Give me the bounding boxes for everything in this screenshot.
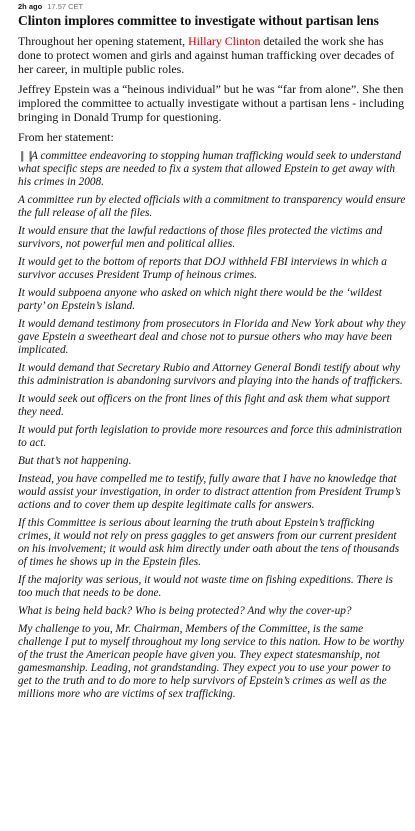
quote-paragraph-7: It would demand that Secretary Rubio and Attorney General Bondi testify about why this administration is abandoning survivors and playing into the hands of traffickers. (18, 362, 403, 387)
paragraph-epstein: Jeffrey Epstein was a “heinous individual” but he was “far from alone”. She then implored the committee to actually investigate without a partisan lens - including bringing in Donald Trump for questioning. (18, 82, 405, 124)
quote-paragraph-8: It would seek out officers on the front lines of this fight and ask them what support they need. (18, 393, 390, 418)
paragraph-intro (18, 34, 407, 76)
quote-paragraph-2: A committee run by elected officials with a commitment to transparency would ensure the full release of all the files. (18, 194, 406, 219)
paragraph-from-statement: From her statement: (18, 130, 114, 144)
quote-paragraph-15: My challenge to you, Mr. Chairman, Members of the Committee, is the same challenge I put to myself throughout my long service to this nation. How to be worthy of the trust the American people have given you. They expect statesmanship, not gamesmanship. Leading, not grandstanding. They expect you to use your power to get to the truth and to do more to help survivors of Epstein’s crimes as well as the millions more who are victims of sex trafficking. (18, 623, 405, 700)
hillary-clinton-link[interactable]: Hillary Clinton (188, 34, 261, 48)
intro-text-start: Throughout her opening statement, (18, 34, 189, 48)
quote-paragraph-3: It would ensure that the lawful redactions of those files protected the victims and survivors, not powerful men and political allies. (18, 225, 383, 250)
quote-paragraph-9: It would put forth legislation to provide more resources and force this administration to act. (18, 424, 402, 449)
quote-text: A committee endeavoring to stopping human trafficking would seek to understand what specific steps are needed to fix a system that allowed Epstein to get away with his crimes in 2008. (18, 150, 402, 188)
quote-paragraph-5: It would subpoena anyone who asked on which night there would be the ‘wildest party’ on Epstein’s island. (18, 287, 382, 312)
quote-mark-icon: ❙❙ (18, 151, 35, 162)
entry-headline: Clinton implores committee to investigate without partisan lens (18, 13, 379, 28)
quote-paragraph-10: But that’s not happening. (18, 455, 132, 467)
intro-text-end: detailed the work she has done to protect women and girls and against human trafficking over decades of her career, in multiple public roles. (18, 34, 395, 76)
quote-paragraph-1 (18, 150, 407, 189)
quote-paragraph-11: Instead, you have compelled me to testify, fully aware that I have no knowledge that would assist your investigation, in order to distract attention from President Trump’s actions and to cover them up despite legitimate calls for answers. (18, 473, 401, 511)
quote-paragraph-14: What is being held back? Who is being protected? And why the cover-up? (18, 605, 352, 617)
quote-paragraph-4: It would get to the bottom of reports that DOJ withheld FBI interviews in which a survivor accuses President Trump of heinous crimes. (18, 256, 387, 281)
entry-meta (18, 1, 407, 13)
quote-paragraph-13: If the majority was serious, it would not waste time on fishing expeditions. There is too much that needs to be done. (18, 574, 393, 599)
blockquote (18, 150, 407, 701)
timestamp: 17.57 CET (47, 2, 84, 11)
quote-paragraph-6: It would demand testimony from prosecutors in Florida and New York about why they gave Epstein a sweetheart deal and chose not to pursue others who may have been implicated. (18, 318, 406, 356)
time-ago: 2h ago (18, 2, 43, 11)
quote-paragraph-12: If this Committee is serious about learning the truth about Epstein’s trafficking crimes, it would not rely on press gaggles to get answers from our current president on his involvement; it would ask him directly under oath about the tens of thousands of times he shows up in the Epstein files. (18, 517, 400, 568)
